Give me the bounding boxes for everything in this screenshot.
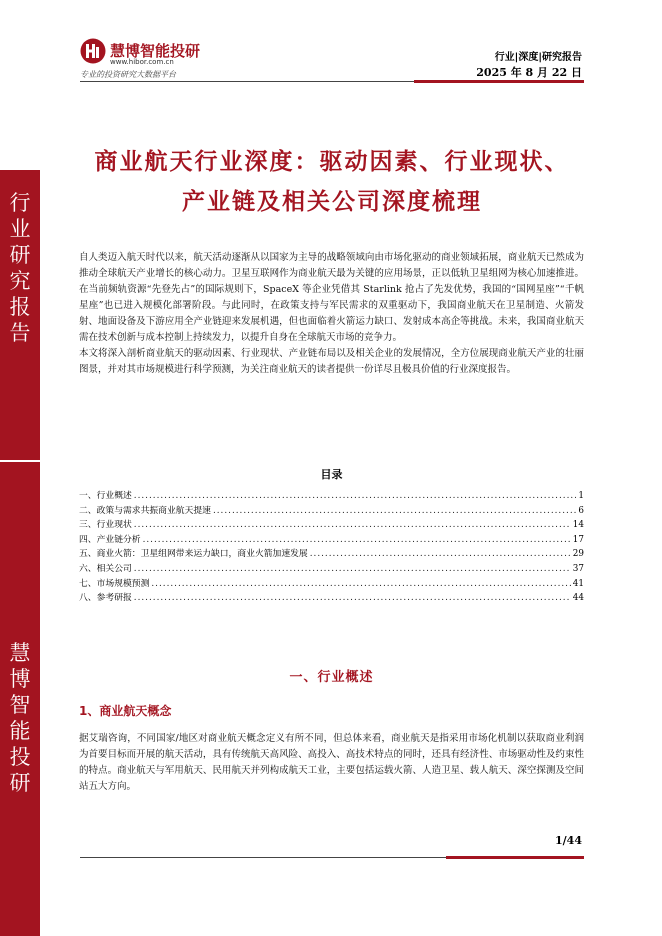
logo-name: 慧博智能投研 <box>110 42 201 60</box>
toc-item[interactable]: 六、相关公司 ..... 37 <box>79 561 584 576</box>
page-number: 1/44 <box>555 834 582 847</box>
footer-divider-accent <box>446 856 584 859</box>
hb-logo-icon <box>80 38 106 64</box>
intro-paragraph-1: 自人类迈入航天时代以来，航天活动逐渐从以国家为主导的战略领域向由市场化驱动的商业领域拓展，商业航天已然成为推动全球航天产业增长的核心动力。卫星互联网作为商业航天最为关键的应用场景，正以低轨卫星组网为核心加速推进。在当前频轨资源“先登先占”的国际规则下，SpaceX 等企业凭借其 Starlink 抢占了先发优势，我国的“国网星座”“千帆星座”也已进入规模化部署阶段。与此同时，在政策支持与军民需求的双重驱动下，我国商业航天在卫星制造、火箭发射、地面设备及下游应用全产业链迎来发展机遇，但也面临着火箭运力缺口、发射成本高企等挑战。未来，我国商业航天需在技术创新与成本控制上持续发力，以提升自身在全球航天市场的竞争力。 <box>79 252 584 343</box>
toc-item[interactable]: 三、行业现状 ..... 14 <box>79 517 584 532</box>
toc-item[interactable]: 五、商业火箭：卫星组网带来运力缺口，商业火箭加速发展 ..... 29 <box>79 546 584 561</box>
toc-item[interactable]: 七、市场规模预测 ..... 41 <box>79 576 584 591</box>
section-title: 一、行业概述 <box>289 670 374 685</box>
left-sidebar <box>0 0 40 936</box>
toc-heading: 目录 <box>320 468 343 481</box>
header-divider-accent <box>414 80 584 83</box>
toc-item[interactable]: 四、产业链分析 ..... 17 <box>79 532 584 547</box>
toc-item[interactable]: 八、参考研报 ..... 44 <box>79 590 584 605</box>
toc-item[interactable]: 一、行业概述 ..... 1 <box>79 488 584 503</box>
intro-paragraph-2: 本文将深入剖析商业航天的驱动因素、行业现状、产业链布局以及相关企业的发展情况，全方位展现商业航天产业的壮丽图景，并对其市场规模进行科学预测，为关注商业航天的读者提供一份详尽且极具价值的行业深度报告。 <box>79 348 584 375</box>
subsection-title: 1、商业航天概念 <box>79 704 172 718</box>
sidebar-label-report: 行 业 研 究 报 告 <box>9 191 31 345</box>
report-date: 2025 年 8 月 22 日 <box>476 66 582 79</box>
report-type: 行业|深度|研究报告 <box>494 52 582 63</box>
table-of-contents <box>79 488 584 605</box>
report-title-line2: 产业链及相关公司深度梳理 <box>182 189 482 215</box>
logo-slogan: 专业的投资研究大数据平台 <box>80 70 176 79</box>
sidebar-label-brand: 慧 博 智 能 投 研 <box>9 641 31 795</box>
section-body: 据艾瑞咨询，不同国家/地区对商业航天概念定义有所不同，但总体来看，商业航天是指采用市场化机制以获取商业利润为首要目标而开展的航天活动，具有传统航天高风险、高投入、高技术特点的同时，还具有经济性、市场驱动性及约束性的特点。商业航天与军用航天、民用航天并列构成航天工业，主要包括运载火箭、人造卫星、载人航天、深空探测及空间站五大方向。 <box>79 733 584 792</box>
report-title-line1: 商业航天行业深度：驱动因素、行业现状、 <box>94 149 570 175</box>
logo-url: www.hibor.com.cn <box>110 58 174 66</box>
toc-item[interactable]: 二、政策与需求共振商业航天提速 ..... 6 <box>79 503 584 518</box>
